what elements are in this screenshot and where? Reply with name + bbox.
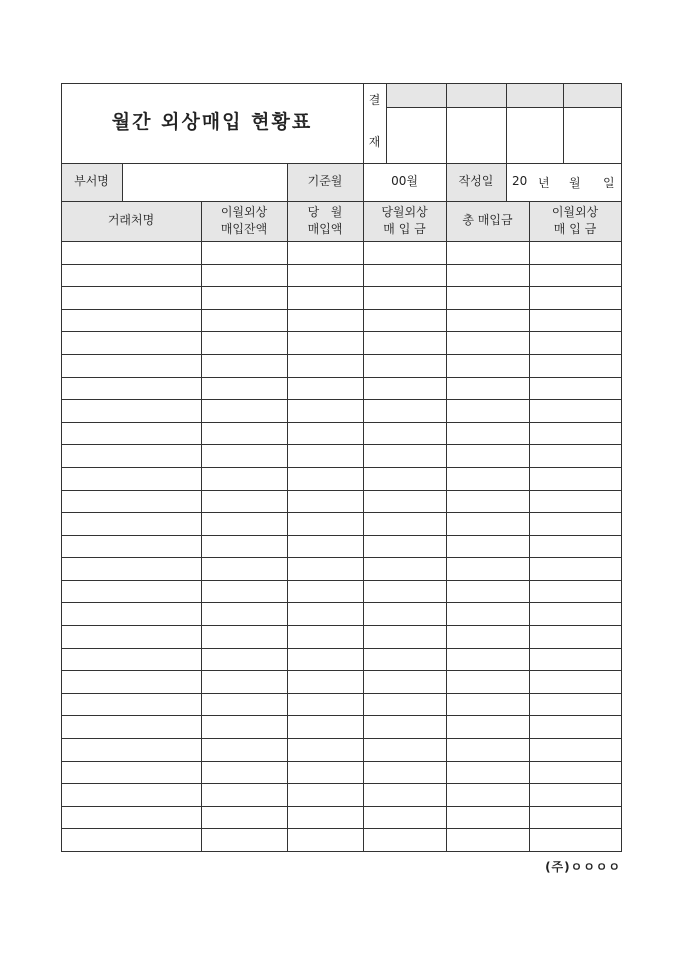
- table-cell-total-purchase[interactable]: [446, 467, 529, 490]
- grid-hline: [61, 83, 622, 84]
- base-month-label: 기준월: [307, 174, 343, 189]
- table-cell-prev-balance[interactable]: [201, 783, 287, 806]
- table-cell-month-purchase[interactable]: [287, 241, 363, 264]
- table-cell-carry-credit[interactable]: [529, 354, 621, 377]
- grid-hline: [61, 163, 622, 164]
- table-cell-vendor[interactable]: [61, 331, 201, 354]
- grid-hline: [61, 490, 622, 491]
- grid-hline: [61, 625, 622, 626]
- grid-vline: [287, 163, 288, 202]
- dept-label: 부서명: [74, 174, 109, 189]
- table-cell-month-credit[interactable]: [363, 422, 446, 445]
- table-cell-month-credit[interactable]: [363, 331, 446, 354]
- col-header-vendor: [61, 201, 201, 241]
- table-cell-prev-balance[interactable]: [201, 331, 287, 354]
- col-header-vendor-line1: 거래처명: [107, 213, 155, 228]
- table-cell-month-purchase[interactable]: [287, 715, 363, 738]
- table-cell-vendor[interactable]: [61, 354, 201, 377]
- grid-vline: [506, 83, 507, 164]
- table-cell-prev-balance[interactable]: [201, 377, 287, 400]
- table-cell-prev-balance[interactable]: [201, 625, 287, 648]
- col-header-total-purchase-line1: 총 매입금: [462, 213, 513, 228]
- table-cell-month-purchase[interactable]: [287, 331, 363, 354]
- table-cell-month-credit[interactable]: [363, 264, 446, 287]
- grid-vline: [363, 163, 364, 202]
- table-cell-month-purchase[interactable]: [287, 264, 363, 287]
- table-cell-carry-credit[interactable]: [529, 648, 621, 671]
- grid-vline: [529, 201, 530, 852]
- table-cell-month-credit[interactable]: [363, 399, 446, 422]
- table-cell-month-credit[interactable]: [363, 761, 446, 784]
- table-cell-prev-balance[interactable]: [201, 715, 287, 738]
- col-header-month-purchase-line1: 당 월: [307, 204, 343, 219]
- table-cell-total-purchase[interactable]: [446, 783, 529, 806]
- grid-vline: [446, 201, 447, 852]
- table-cell-month-purchase[interactable]: [287, 535, 363, 558]
- grid-vline: [122, 163, 123, 202]
- approval-label-top: 결: [368, 93, 381, 108]
- table-cell-vendor[interactable]: [61, 444, 201, 467]
- grid-hline: [61, 201, 622, 202]
- table-cell-month-purchase[interactable]: [287, 648, 363, 671]
- table-cell-month-credit[interactable]: [363, 444, 446, 467]
- table-cell-prev-balance[interactable]: [201, 467, 287, 490]
- grid-hline: [61, 580, 622, 581]
- table-cell-month-credit[interactable]: [363, 783, 446, 806]
- grid-hline: [61, 512, 622, 513]
- table-cell-total-purchase[interactable]: [446, 806, 529, 829]
- col-header-month-purchase-line2: 매입액: [307, 222, 343, 236]
- table-cell-vendor[interactable]: [61, 648, 201, 671]
- col-header-prev-balance-line2: 매입잔액: [220, 222, 268, 236]
- table-cell-carry-credit[interactable]: [529, 309, 621, 332]
- table-cell-carry-credit[interactable]: [529, 670, 621, 693]
- table-cell-total-purchase[interactable]: [446, 377, 529, 400]
- table-cell-vendor[interactable]: [61, 783, 201, 806]
- table-cell-vendor[interactable]: [61, 715, 201, 738]
- table-cell-month-purchase[interactable]: [287, 693, 363, 716]
- table-cell-prev-balance[interactable]: [201, 354, 287, 377]
- table-cell-prev-balance[interactable]: [201, 648, 287, 671]
- grid-hline: [61, 670, 622, 671]
- table-cell-carry-credit[interactable]: [529, 286, 621, 309]
- table-cell-month-purchase[interactable]: [287, 625, 363, 648]
- grid-hline: [61, 422, 622, 423]
- table-cell-month-credit[interactable]: [363, 557, 446, 580]
- table-cell-carry-credit[interactable]: [529, 602, 621, 625]
- day-unit: 일: [603, 176, 615, 190]
- table-cell-prev-balance[interactable]: [201, 286, 287, 309]
- grid-vline: [386, 83, 387, 164]
- table-cell-month-purchase[interactable]: [287, 580, 363, 603]
- table-cell-month-purchase[interactable]: [287, 806, 363, 829]
- grid-hline: [61, 467, 622, 468]
- table-cell-vendor[interactable]: [61, 602, 201, 625]
- grid-hline: [61, 331, 622, 332]
- table-cell-carry-credit[interactable]: [529, 806, 621, 829]
- table-cell-month-purchase[interactable]: [287, 309, 363, 332]
- table-cell-prev-balance[interactable]: [201, 512, 287, 535]
- table-cell-vendor[interactable]: [61, 309, 201, 332]
- table-cell-total-purchase[interactable]: [446, 422, 529, 445]
- table-cell-month-credit[interactable]: [363, 828, 446, 851]
- approval-cell-4[interactable]: [563, 107, 621, 163]
- table-cell-carry-credit[interactable]: [529, 535, 621, 558]
- table-cell-month-credit[interactable]: [363, 354, 446, 377]
- table-cell-prev-balance[interactable]: [201, 602, 287, 625]
- table-cell-vendor[interactable]: [61, 828, 201, 851]
- table-cell-carry-credit[interactable]: [529, 399, 621, 422]
- table-cell-month-credit[interactable]: [363, 602, 446, 625]
- table-cell-month-purchase[interactable]: [287, 422, 363, 445]
- table-cell-total-purchase[interactable]: [446, 761, 529, 784]
- table-cell-carry-credit[interactable]: [529, 377, 621, 400]
- table-cell-vendor[interactable]: [61, 512, 201, 535]
- table-cell-vendor[interactable]: [61, 467, 201, 490]
- table-cell-month-credit[interactable]: [363, 512, 446, 535]
- col-header-month-credit-line1: 당월외상: [381, 204, 428, 219]
- table-cell-vendor[interactable]: [61, 806, 201, 829]
- document-title: 월간 외상매입 현황표: [111, 111, 313, 134]
- table-cell-month-credit[interactable]: [363, 806, 446, 829]
- table-cell-vendor[interactable]: [61, 377, 201, 400]
- table-cell-total-purchase[interactable]: [446, 309, 529, 332]
- table-cell-vendor[interactable]: [61, 422, 201, 445]
- approval-label-bottom: 재: [368, 135, 381, 150]
- table-cell-month-purchase[interactable]: [287, 467, 363, 490]
- grid-hline: [61, 761, 622, 762]
- created-date-label: 작성일: [458, 174, 494, 189]
- table-cell-month-credit[interactable]: [363, 738, 446, 761]
- table-cell-carry-credit[interactable]: [529, 444, 621, 467]
- grid-vline: [446, 83, 447, 164]
- table-cell-prev-balance[interactable]: [201, 580, 287, 603]
- grid-hline: [61, 444, 622, 445]
- table-cell-prev-balance[interactable]: [201, 444, 287, 467]
- table-cell-month-purchase[interactable]: [287, 399, 363, 422]
- table-cell-vendor[interactable]: [61, 580, 201, 603]
- table-cell-carry-credit[interactable]: [529, 490, 621, 513]
- table-cell-vendor[interactable]: [61, 670, 201, 693]
- table-cell-total-purchase[interactable]: [446, 693, 529, 716]
- grid-hline: [61, 309, 622, 310]
- created-year: 20: [512, 174, 528, 188]
- table-cell-total-purchase[interactable]: [446, 399, 529, 422]
- table-cell-carry-credit[interactable]: [529, 580, 621, 603]
- table-cell-month-purchase[interactable]: [287, 286, 363, 309]
- table-cell-carry-credit[interactable]: [529, 738, 621, 761]
- col-header-carry-credit-line1: 이월외상: [551, 204, 599, 219]
- grid-vline: [563, 83, 564, 164]
- table-cell-month-purchase[interactable]: [287, 444, 363, 467]
- col-header-month-purchase: [287, 201, 363, 241]
- grid-hline: [61, 399, 622, 400]
- col-header-carry-credit-line2: 매 입 금: [553, 222, 597, 236]
- col-header-month-credit-line2: 매 입 금: [383, 222, 426, 236]
- table-cell-carry-credit[interactable]: [529, 715, 621, 738]
- table-cell-month-purchase[interactable]: [287, 670, 363, 693]
- year-unit: 년: [538, 176, 550, 190]
- table-cell-carry-credit[interactable]: [529, 783, 621, 806]
- table-cell-carry-credit[interactable]: [529, 828, 621, 851]
- table-cell-prev-balance[interactable]: [201, 693, 287, 716]
- table-cell-carry-credit[interactable]: [529, 467, 621, 490]
- grid-vline: [201, 201, 202, 852]
- table-cell-vendor[interactable]: [61, 286, 201, 309]
- grid-hline: [61, 602, 622, 603]
- table-cell-prev-balance[interactable]: [201, 422, 287, 445]
- table-cell-month-credit[interactable]: [363, 648, 446, 671]
- table-cell-prev-balance[interactable]: [201, 670, 287, 693]
- table-cell-total-purchase[interactable]: [446, 648, 529, 671]
- table-cell-vendor[interactable]: [61, 557, 201, 580]
- table-cell-month-credit[interactable]: [363, 309, 446, 332]
- grid-vline: [363, 201, 364, 852]
- table-cell-carry-credit[interactable]: [529, 693, 621, 716]
- table-cell-month-purchase[interactable]: [287, 557, 363, 580]
- table-cell-total-purchase[interactable]: [446, 715, 529, 738]
- table-cell-vendor[interactable]: [61, 738, 201, 761]
- grid-hline: [61, 806, 622, 807]
- table-cell-month-purchase[interactable]: [287, 377, 363, 400]
- grid-hline: [61, 557, 622, 558]
- grid-hline: [61, 851, 622, 852]
- table-cell-prev-balance[interactable]: [201, 241, 287, 264]
- table-cell-total-purchase[interactable]: [446, 625, 529, 648]
- col-header-prev-balance-line1: 이월외상: [220, 204, 268, 219]
- grid-hline: [61, 286, 622, 287]
- table-cell-vendor[interactable]: [61, 761, 201, 784]
- table-cell-total-purchase[interactable]: [446, 444, 529, 467]
- table-cell-month-credit[interactable]: [363, 241, 446, 264]
- table-cell-month-purchase[interactable]: [287, 783, 363, 806]
- grid-hline: [61, 354, 622, 355]
- grid-hline: [386, 107, 622, 108]
- grid-hline: [61, 377, 622, 378]
- table-cell-total-purchase[interactable]: [446, 602, 529, 625]
- company-footer: (주)ㅇㅇㅇㅇ: [545, 860, 621, 874]
- table-cell-vendor[interactable]: [61, 264, 201, 287]
- table-cell-vendor[interactable]: [61, 241, 201, 264]
- table-cell-prev-balance[interactable]: [201, 399, 287, 422]
- grid-hline: [61, 738, 622, 739]
- table-cell-month-credit[interactable]: [363, 467, 446, 490]
- table-cell-total-purchase[interactable]: [446, 512, 529, 535]
- table-cell-vendor[interactable]: [61, 399, 201, 422]
- table-cell-carry-credit[interactable]: [529, 512, 621, 535]
- table-cell-total-purchase[interactable]: [446, 354, 529, 377]
- table-cell-vendor[interactable]: [61, 625, 201, 648]
- table-cell-month-credit[interactable]: [363, 580, 446, 603]
- table-cell-prev-balance[interactable]: [201, 490, 287, 513]
- table-cell-prev-balance[interactable]: [201, 761, 287, 784]
- grid-hline: [61, 264, 622, 265]
- table-cell-total-purchase[interactable]: [446, 264, 529, 287]
- grid-hline: [61, 241, 622, 242]
- table-cell-total-purchase[interactable]: [446, 738, 529, 761]
- table-cell-prev-balance[interactable]: [201, 738, 287, 761]
- table-cell-prev-balance[interactable]: [201, 828, 287, 851]
- table-cell-total-purchase[interactable]: [446, 490, 529, 513]
- grid-hline: [61, 828, 622, 829]
- table-cell-carry-credit[interactable]: [529, 422, 621, 445]
- table-cell-prev-balance[interactable]: [201, 309, 287, 332]
- table-cell-month-credit[interactable]: [363, 286, 446, 309]
- table-cell-month-purchase[interactable]: [287, 490, 363, 513]
- base-month-value[interactable]: 00월: [391, 174, 418, 189]
- table-cell-vendor[interactable]: [61, 490, 201, 513]
- table-cell-total-purchase[interactable]: [446, 331, 529, 354]
- table-cell-month-credit[interactable]: [363, 670, 446, 693]
- month-unit: 월: [569, 176, 581, 190]
- table-cell-carry-credit[interactable]: [529, 625, 621, 648]
- table-cell-prev-balance[interactable]: [201, 557, 287, 580]
- col-header-total-purchase: [446, 201, 529, 241]
- table-cell-total-purchase[interactable]: [446, 580, 529, 603]
- created-date-field[interactable]: [506, 163, 621, 201]
- table-cell-month-purchase[interactable]: [287, 354, 363, 377]
- table-cell-total-purchase[interactable]: [446, 828, 529, 851]
- table-cell-month-purchase[interactable]: [287, 602, 363, 625]
- table-cell-prev-balance[interactable]: [201, 535, 287, 558]
- grid-hline: [61, 715, 622, 716]
- grid-hline: [61, 648, 622, 649]
- grid-hline: [61, 693, 622, 694]
- table-cell-month-purchase[interactable]: [287, 828, 363, 851]
- approval-cell-2[interactable]: [446, 107, 506, 163]
- grid-vline: [363, 83, 364, 164]
- table-cell-total-purchase[interactable]: [446, 557, 529, 580]
- grid-hline: [61, 535, 622, 536]
- table-cell-month-credit[interactable]: [363, 535, 446, 558]
- approval-cell-1[interactable]: [386, 107, 446, 163]
- table-cell-vendor[interactable]: [61, 693, 201, 716]
- col-header-carry-credit: [529, 201, 621, 241]
- col-header-prev-balance: [201, 201, 287, 241]
- table-cell-month-purchase[interactable]: [287, 761, 363, 784]
- table-cell-month-credit[interactable]: [363, 625, 446, 648]
- table-cell-total-purchase[interactable]: [446, 286, 529, 309]
- table-cell-carry-credit[interactable]: [529, 761, 621, 784]
- table-cell-month-credit[interactable]: [363, 715, 446, 738]
- table-cell-prev-balance[interactable]: [201, 806, 287, 829]
- table-cell-prev-balance[interactable]: [201, 264, 287, 287]
- table-cell-carry-credit[interactable]: [529, 331, 621, 354]
- table-cell-carry-credit[interactable]: [529, 241, 621, 264]
- table-cell-vendor[interactable]: [61, 535, 201, 558]
- grid-vline: [506, 163, 507, 202]
- grid-hline: [61, 783, 622, 784]
- grid-vline: [287, 201, 288, 852]
- table-cell-carry-credit[interactable]: [529, 557, 621, 580]
- approval-cell-3[interactable]: [506, 107, 563, 163]
- table-cell-month-credit[interactable]: [363, 490, 446, 513]
- grid-vline: [446, 163, 447, 202]
- col-header-month-credit: [363, 201, 446, 241]
- table-cell-total-purchase[interactable]: [446, 670, 529, 693]
- dept-value-field[interactable]: [122, 163, 287, 201]
- table-cell-month-credit[interactable]: [363, 693, 446, 716]
- table-cell-month-purchase[interactable]: [287, 738, 363, 761]
- table-cell-carry-credit[interactable]: [529, 264, 621, 287]
- table-cell-month-credit[interactable]: [363, 377, 446, 400]
- table-cell-total-purchase[interactable]: [446, 535, 529, 558]
- table-cell-total-purchase[interactable]: [446, 241, 529, 264]
- table-cell-month-purchase[interactable]: [287, 512, 363, 535]
